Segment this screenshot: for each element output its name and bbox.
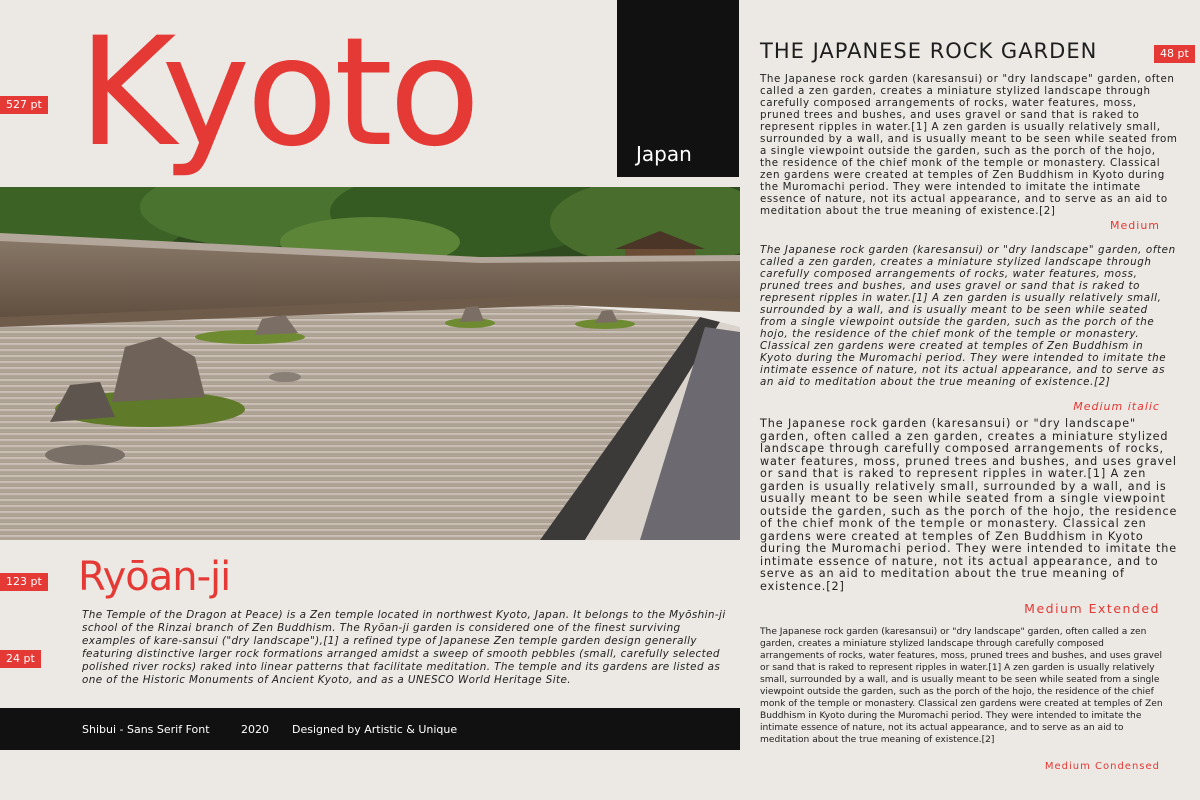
footer-credit: Designed by Artistic & Unique [292, 723, 458, 736]
rock-garden-photo [0, 187, 740, 540]
paragraph-medium-condensed: The Japanese rock garden (karesansui) or "dry landscape" garden, often called a zen garden, creates a miniature stylized landscape through carefully composed arrangements of rocks, water features, moss, pruned trees and bushes, and uses gravel or sand that is raked to represent ripples in water.[1] A zen garden is usually relatively small, surrounded by a wall, and is usually meant to be seen while seated from a single viewpoint outside the garden, such as the porch of the hojo, the residence of the chief monk of the temple or monastery. Classical zen gardens were created at temples of Zen Buddhism in Kyoto during the Muromachi period. They were intended to imitate the intimate essence of nature, not its actual appearance, and to serve as an aid to meditation about the true meaning of existence.[2] [760, 627, 1163, 745]
rock-garden-title: THE JAPANESE ROCK GARDEN [760, 39, 1098, 63]
footer-year: 2020 [241, 723, 269, 736]
size-tag-527: 527 pt [0, 96, 48, 114]
footer-font-name: Shibui - Sans Serif Font [82, 723, 210, 736]
size-tag-48: 48 pt [1154, 45, 1195, 63]
section-description: The Temple of the Dragon at Peace) is a Zen temple located in northwest Kyoto, Japan. It belongs to the Myōshin-ji school of the Rinzai branch of Zen Buddhism. The Ryōan-ji garden is considered one of the finest surviving examples of kare-sansui ("dry landscape"),[1] a refined type of Japanese Zen temple garden design generally featuring distinctive larger rock formations arranged amidst a sweep of smooth pebbles (small, carefully selected polished river rocks) raked into linear patterns that facilitate meditation. The temple and its gardens are listed as one of the Historic Monuments of Ancient Kyoto, and as a UNESCO World Heritage Site. [82, 609, 726, 686]
style-label-medium-condensed: Medium Condensed [1044, 761, 1160, 772]
size-tag-123: 123 pt [0, 573, 48, 591]
hero-subtitle: Japan [636, 142, 692, 166]
size-tag-24: 24 pt [0, 650, 41, 668]
paragraph-medium: The Japanese rock garden (karesansui) or "dry landscape" garden, often called a zen garden, creates a miniature stylized landscape through carefully composed arrangements of rocks, water features, moss, pruned trees and bushes, and uses gravel or sand that is raked to represent ripples in water.[1] A zen garden is usually relatively small, surrounded by a wall, and is usually meant to be seen while seated from a single viewpoint outside the garden, such as the porch of the hojo, the residence of the chief monk of the temple or monastery. Classical zen gardens were created at temples of Zen Buddhism in Kyoto during the Muromachi period. They were intended to imitate the intimate essence of nature, not its actual appearance, and to serve as an aid to meditation about the true meaning of existence.[2] [760, 73, 1178, 217]
paragraph-medium-extended: The Japanese rock garden (karesansui) or "dry landscape" garden, often called a zen garden, creates a miniature stylized landscape through carefully composed arrangements of rocks, water features, moss, pruned trees and bushes, and uses gravel or sand that is raked to represent ripples in water.[1] A zen garden is usually relatively small, surrounded by a wall, and is usually meant to be seen while seated from a single viewpoint outside the garden, such as the porch of the hojo, the residence of the chief monk of the temple or monastery. Classical zen gardens were created at temples of Zen Buddhism in Kyoto during the Muromachi period. They were intended to imitate the intimate essence of nature, not its actual appearance, and to serve as an aid to meditation about the true meaning of existence.[2] [760, 417, 1178, 593]
section-title: Ryōan-ji [78, 554, 231, 600]
rock-garden-illustration [0, 187, 740, 540]
japan-box [617, 0, 739, 177]
footer-bar [0, 708, 740, 750]
style-label-medium-extended: Medium Extended [1024, 601, 1160, 616]
paragraph-medium-italic: The Japanese rock garden (karesansui) or "dry landscape" garden, often called a zen garden, creates a miniature stylized landscape through carefully composed arrangements of rocks, water features, moss, pruned trees and bushes, and uses gravel or sand that is raked to represent ripples in water.[1] A zen garden is usually relatively small, surrounded by a wall, and is usually meant to be seen while seated from a single viewpoint outside the garden, such as the porch of the hojo, the residence of the chief monk of the temple or monastery. Classical zen gardens were created at temples of Zen Buddhism in Kyoto during the Muromachi period. They were intended to imitate the intimate essence of nature, not its actual appearance, and to serve as an aid to meditation about the true meaning of existence.[2] [760, 244, 1176, 388]
style-label-medium-italic: Medium italic [1073, 400, 1160, 413]
hero-title: Kyoto [78, 6, 477, 180]
style-label-medium: Medium [1110, 219, 1160, 232]
